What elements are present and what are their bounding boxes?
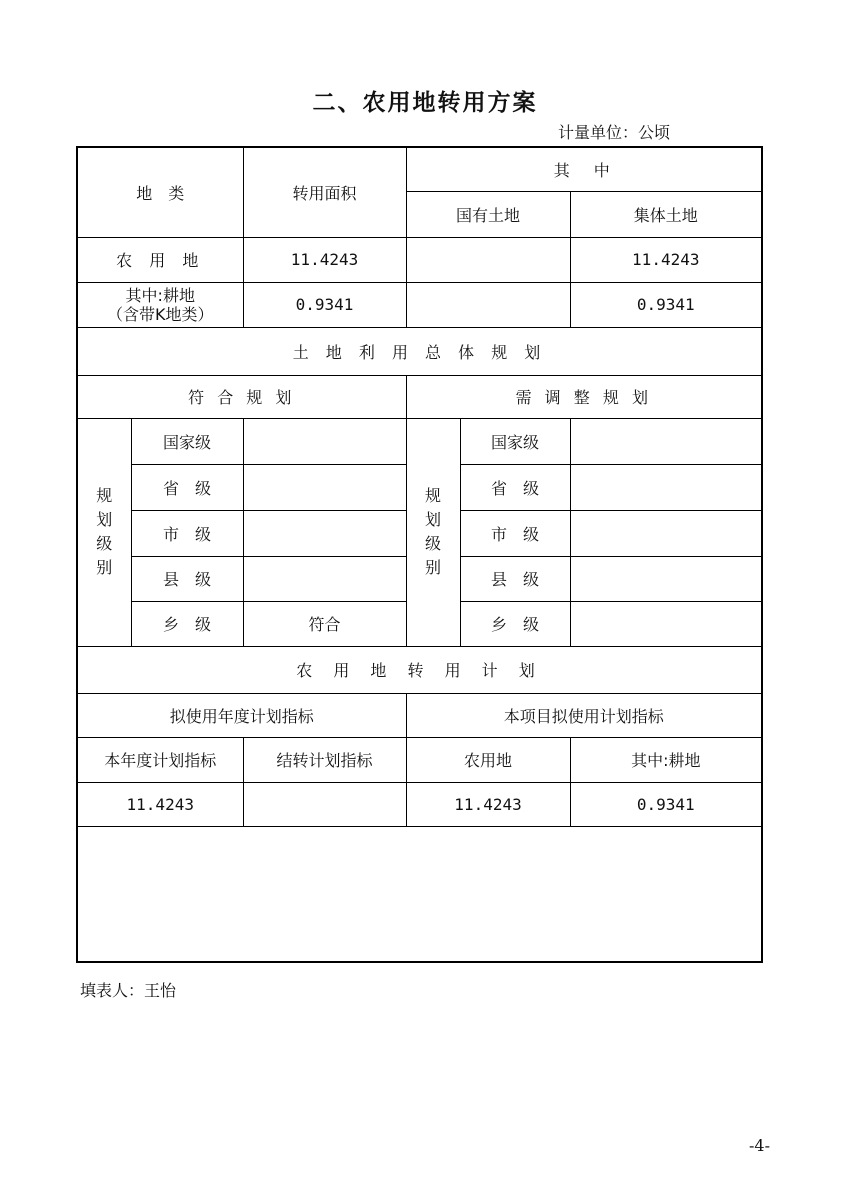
cultivated-label-line2: （含带K地类） (107, 304, 214, 324)
conform-value-provincial (243, 464, 406, 510)
conversion-plan-table (76, 146, 763, 963)
adjust-value-county (570, 556, 762, 601)
measurement-unit: 计量单位：公顷 (557, 123, 670, 142)
adjust-level-county: 县 级 (460, 556, 570, 601)
conform-level-provincial: 省 级 (131, 464, 243, 510)
adjust-level-national: 国家级 (460, 418, 570, 464)
conform-level-city: 市 级 (131, 510, 243, 556)
level-char: 划 (425, 510, 442, 529)
adjust-level-label (406, 418, 460, 646)
annual-indicator-header: 拟使用年度计划指标 (77, 693, 406, 737)
planning-conform-header: 符 合 规 划 (77, 375, 406, 418)
conform-level-label (77, 418, 131, 646)
project-indicator-header: 本项目拟使用计划指标 (406, 693, 762, 737)
adjust-level-provincial: 省 级 (460, 464, 570, 510)
adjust-value-provincial (570, 464, 762, 510)
header-collective-land: 集体土地 (570, 191, 762, 237)
farmland-header: 农用地 (406, 737, 570, 782)
adjust-value-township (570, 601, 762, 646)
level-char: 级 (425, 534, 442, 553)
cultivated-area: 0.9341 (243, 282, 406, 327)
farmland-collective: 11.4243 (570, 237, 762, 282)
this-year-value: 11.4243 (77, 782, 243, 826)
carry-over-value (243, 782, 406, 826)
conversion-section-title: 农 用 地 转 用 计 划 (77, 646, 762, 693)
conform-level-national: 国家级 (131, 418, 243, 464)
remarks-area (77, 826, 762, 962)
page-title: 二、农用地转用方案 (312, 90, 538, 116)
adjust-value-city (570, 510, 762, 556)
page-number: -4- (749, 1136, 770, 1155)
adjust-level-city: 市 级 (460, 510, 570, 556)
cultivated-collective: 0.9341 (570, 282, 762, 327)
conform-level-county: 县 级 (131, 556, 243, 601)
adjust-value-national (570, 418, 762, 464)
planning-section-title: 土 地 利 用 总 体 规 划 (77, 327, 762, 375)
form-filler: 填表人：王怡 (80, 981, 177, 1000)
carry-over-header: 结转计划指标 (243, 737, 406, 782)
cultivated-state (406, 282, 570, 327)
header-land-type: 地 类 (77, 147, 243, 237)
adjust-level-township: 乡 级 (460, 601, 570, 646)
conform-value-county (243, 556, 406, 601)
farmland-area: 11.4243 (243, 237, 406, 282)
planning-adjust-header: 需 调 整 规 划 (406, 375, 762, 418)
farmland-state (406, 237, 570, 282)
level-char: 别 (96, 558, 113, 577)
conform-value-township: 符合 (243, 601, 406, 646)
header-of-which: 其 中 (406, 147, 762, 191)
cultivated-label (77, 282, 243, 327)
level-char: 划 (96, 510, 113, 529)
this-year-header: 本年度计划指标 (77, 737, 243, 782)
farmland-value: 11.4243 (406, 782, 570, 826)
conform-value-national (243, 418, 406, 464)
conform-level-township: 乡 级 (131, 601, 243, 646)
cultivated-label-line1: 其中:耕地 (125, 285, 195, 305)
level-char: 规 (96, 486, 113, 505)
conform-value-city (243, 510, 406, 556)
level-char: 级 (96, 534, 113, 553)
cultivated-header: 其中:耕地 (570, 737, 762, 782)
farmland-label: 农 用 地 (77, 237, 243, 282)
header-state-land: 国有土地 (406, 191, 570, 237)
cultivated-value: 0.9341 (570, 782, 762, 826)
level-char: 别 (425, 558, 442, 577)
header-area: 转用面积 (243, 147, 406, 237)
level-char: 规 (425, 486, 442, 505)
